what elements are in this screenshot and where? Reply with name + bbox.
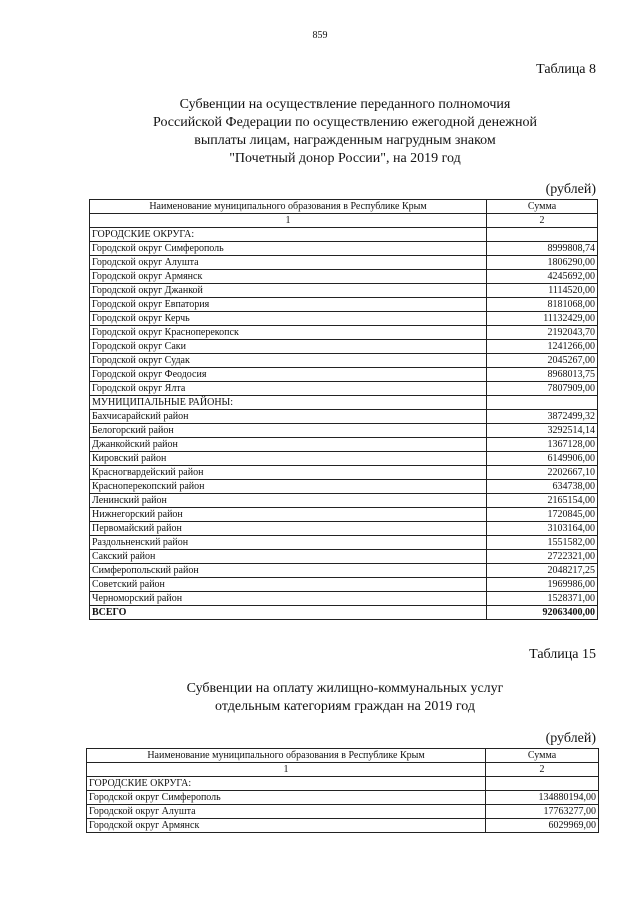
row-name: Бахчисарайский район bbox=[90, 410, 487, 424]
row-sum: 92063400,00 bbox=[487, 606, 598, 620]
table-row bbox=[90, 284, 598, 298]
row-name: Городской округ Алушта bbox=[90, 256, 487, 270]
table-row bbox=[87, 791, 599, 805]
table-row bbox=[90, 480, 598, 494]
row-name: Городской округ Судак bbox=[90, 354, 487, 368]
table-row bbox=[90, 410, 598, 424]
table-row bbox=[90, 340, 598, 354]
table15 bbox=[86, 748, 599, 833]
table-row bbox=[90, 396, 598, 410]
row-name: ГОРОДСКИЕ ОКРУГА: bbox=[90, 228, 487, 242]
row-sum: 11132429,00 bbox=[487, 312, 598, 326]
row-sum: 8968013,75 bbox=[487, 368, 598, 382]
row-name: Городской округ Евпатория bbox=[90, 298, 487, 312]
table-column-number-row bbox=[87, 763, 599, 777]
table8-title-line: выплаты лицам, награжденным нагрудным знаком bbox=[194, 133, 496, 148]
row-sum: 1969986,00 bbox=[487, 578, 598, 592]
row-name: МУНИЦИПАЛЬНЫЕ РАЙОНЫ: bbox=[90, 396, 487, 410]
table-row bbox=[90, 368, 598, 382]
table-header-row bbox=[90, 200, 598, 214]
table-row bbox=[87, 777, 599, 791]
table15-label: Таблица 15 bbox=[529, 647, 596, 662]
row-name: Городской округ Джанкой bbox=[90, 284, 487, 298]
table-row bbox=[90, 536, 598, 550]
row-name: Симферопольский район bbox=[90, 564, 487, 578]
row-sum: 7807909,00 bbox=[487, 382, 598, 396]
table-row bbox=[90, 550, 598, 564]
row-sum: 1720845,00 bbox=[487, 508, 598, 522]
row-name: Белогорский район bbox=[90, 424, 487, 438]
row-name: Нижнегорский район bbox=[90, 508, 487, 522]
row-name: Красногвардейский район bbox=[90, 466, 487, 480]
header-name: Наименование муниципального образования в Республике Крым bbox=[90, 200, 487, 214]
table-row bbox=[90, 242, 598, 256]
table8-title bbox=[90, 96, 600, 168]
header-name: Наименование муниципального образования в Республике Крым bbox=[87, 749, 486, 763]
row-sum: 3103164,00 bbox=[487, 522, 598, 536]
row-sum: 6149906,00 bbox=[487, 452, 598, 466]
table15-units: (рублей) bbox=[545, 731, 596, 746]
row-name: Советский район bbox=[90, 578, 487, 592]
row-name: ГОРОДСКИЕ ОКРУГА: bbox=[87, 777, 486, 791]
row-sum: 2048217,25 bbox=[487, 564, 598, 578]
column-number: 1 bbox=[87, 763, 486, 777]
row-sum: 17763277,00 bbox=[486, 805, 599, 819]
table-column-number-row bbox=[90, 214, 598, 228]
row-name: Раздольненский район bbox=[90, 536, 487, 550]
table8 bbox=[89, 199, 598, 620]
table-row bbox=[90, 494, 598, 508]
row-sum bbox=[487, 228, 598, 242]
table-row bbox=[90, 312, 598, 326]
table-row bbox=[90, 270, 598, 284]
row-sum: 3292514,14 bbox=[487, 424, 598, 438]
row-name: ВСЕГО bbox=[90, 606, 487, 620]
row-sum bbox=[487, 396, 598, 410]
table-row bbox=[87, 805, 599, 819]
row-sum: 1367128,00 bbox=[487, 438, 598, 452]
row-name: Городской округ Симферополь bbox=[90, 242, 487, 256]
table-row bbox=[90, 564, 598, 578]
row-name: Первомайский район bbox=[90, 522, 487, 536]
table-row bbox=[90, 508, 598, 522]
row-sum: 1806290,00 bbox=[487, 256, 598, 270]
row-name: Городской округ Армянск bbox=[87, 819, 486, 833]
table-row bbox=[90, 452, 598, 466]
row-name: Городской округ Феодосия bbox=[90, 368, 487, 382]
row-sum: 1241266,00 bbox=[487, 340, 598, 354]
table-row bbox=[90, 382, 598, 396]
table8-title-line: "Почетный донор России", на 2019 год bbox=[229, 151, 461, 166]
row-name: Городской округ Саки bbox=[90, 340, 487, 354]
table15-title-line: Субвенции на оплату жилищно-коммунальных услуг bbox=[186, 681, 504, 696]
column-number: 2 bbox=[487, 214, 598, 228]
table-row bbox=[90, 522, 598, 536]
row-name: Городской округ Армянск bbox=[90, 270, 487, 284]
row-name: Городской округ Ялта bbox=[90, 382, 487, 396]
row-sum: 1528371,00 bbox=[487, 592, 598, 606]
row-sum: 2192043,70 bbox=[487, 326, 598, 340]
table-row bbox=[90, 578, 598, 592]
table-header-row bbox=[87, 749, 599, 763]
row-sum: 1551582,00 bbox=[487, 536, 598, 550]
row-sum: 4245692,00 bbox=[487, 270, 598, 284]
table-row bbox=[90, 466, 598, 480]
table-row bbox=[87, 819, 599, 833]
row-sum: 634738,00 bbox=[487, 480, 598, 494]
row-sum: 1114520,00 bbox=[487, 284, 598, 298]
row-name: Городской округ Симферополь bbox=[87, 791, 486, 805]
table-row bbox=[90, 424, 598, 438]
row-name: Черноморский район bbox=[90, 592, 487, 606]
table8-units: (рублей) bbox=[545, 182, 596, 197]
table-row bbox=[90, 228, 598, 242]
table8-title-line: Субвенции на осуществление переданного полномочия bbox=[179, 97, 511, 112]
row-name: Сакский район bbox=[90, 550, 487, 564]
row-sum: 6029969,00 bbox=[486, 819, 599, 833]
column-number: 1 bbox=[90, 214, 487, 228]
row-sum: 2165154,00 bbox=[487, 494, 598, 508]
table8-title-line: Российской Федерации по осуществлению ежегодной денежной bbox=[153, 115, 537, 130]
table-row bbox=[90, 354, 598, 368]
table-row bbox=[90, 438, 598, 452]
row-name: Городской округ Красноперекопск bbox=[90, 326, 487, 340]
row-name: Городской округ Керчь bbox=[90, 312, 487, 326]
table-row bbox=[90, 592, 598, 606]
row-sum: 134880194,00 bbox=[486, 791, 599, 805]
table-row bbox=[90, 298, 598, 312]
table15-title bbox=[90, 680, 600, 716]
table-row bbox=[90, 606, 598, 620]
table-row bbox=[90, 256, 598, 270]
row-name: Красноперекопский район bbox=[90, 480, 487, 494]
table15-title-line: отдельным категориям граждан на 2019 год bbox=[215, 699, 475, 714]
row-sum bbox=[486, 777, 599, 791]
header-sum: Сумма bbox=[487, 200, 598, 214]
header-sum: Сумма bbox=[486, 749, 599, 763]
row-name: Городской округ Алушта bbox=[87, 805, 486, 819]
table8-label: Таблица 8 bbox=[536, 62, 596, 77]
row-sum: 2722321,00 bbox=[487, 550, 598, 564]
column-number: 2 bbox=[486, 763, 599, 777]
row-sum: 8999808,74 bbox=[487, 242, 598, 256]
row-name: Кировский район bbox=[90, 452, 487, 466]
row-sum: 2202667,10 bbox=[487, 466, 598, 480]
row-name: Ленинский район bbox=[90, 494, 487, 508]
row-sum: 2045267,00 bbox=[487, 354, 598, 368]
row-sum: 3872499,32 bbox=[487, 410, 598, 424]
row-name: Джанкойский район bbox=[90, 438, 487, 452]
row-sum: 8181068,00 bbox=[487, 298, 598, 312]
table-row bbox=[90, 326, 598, 340]
page-number: 859 bbox=[312, 30, 328, 41]
